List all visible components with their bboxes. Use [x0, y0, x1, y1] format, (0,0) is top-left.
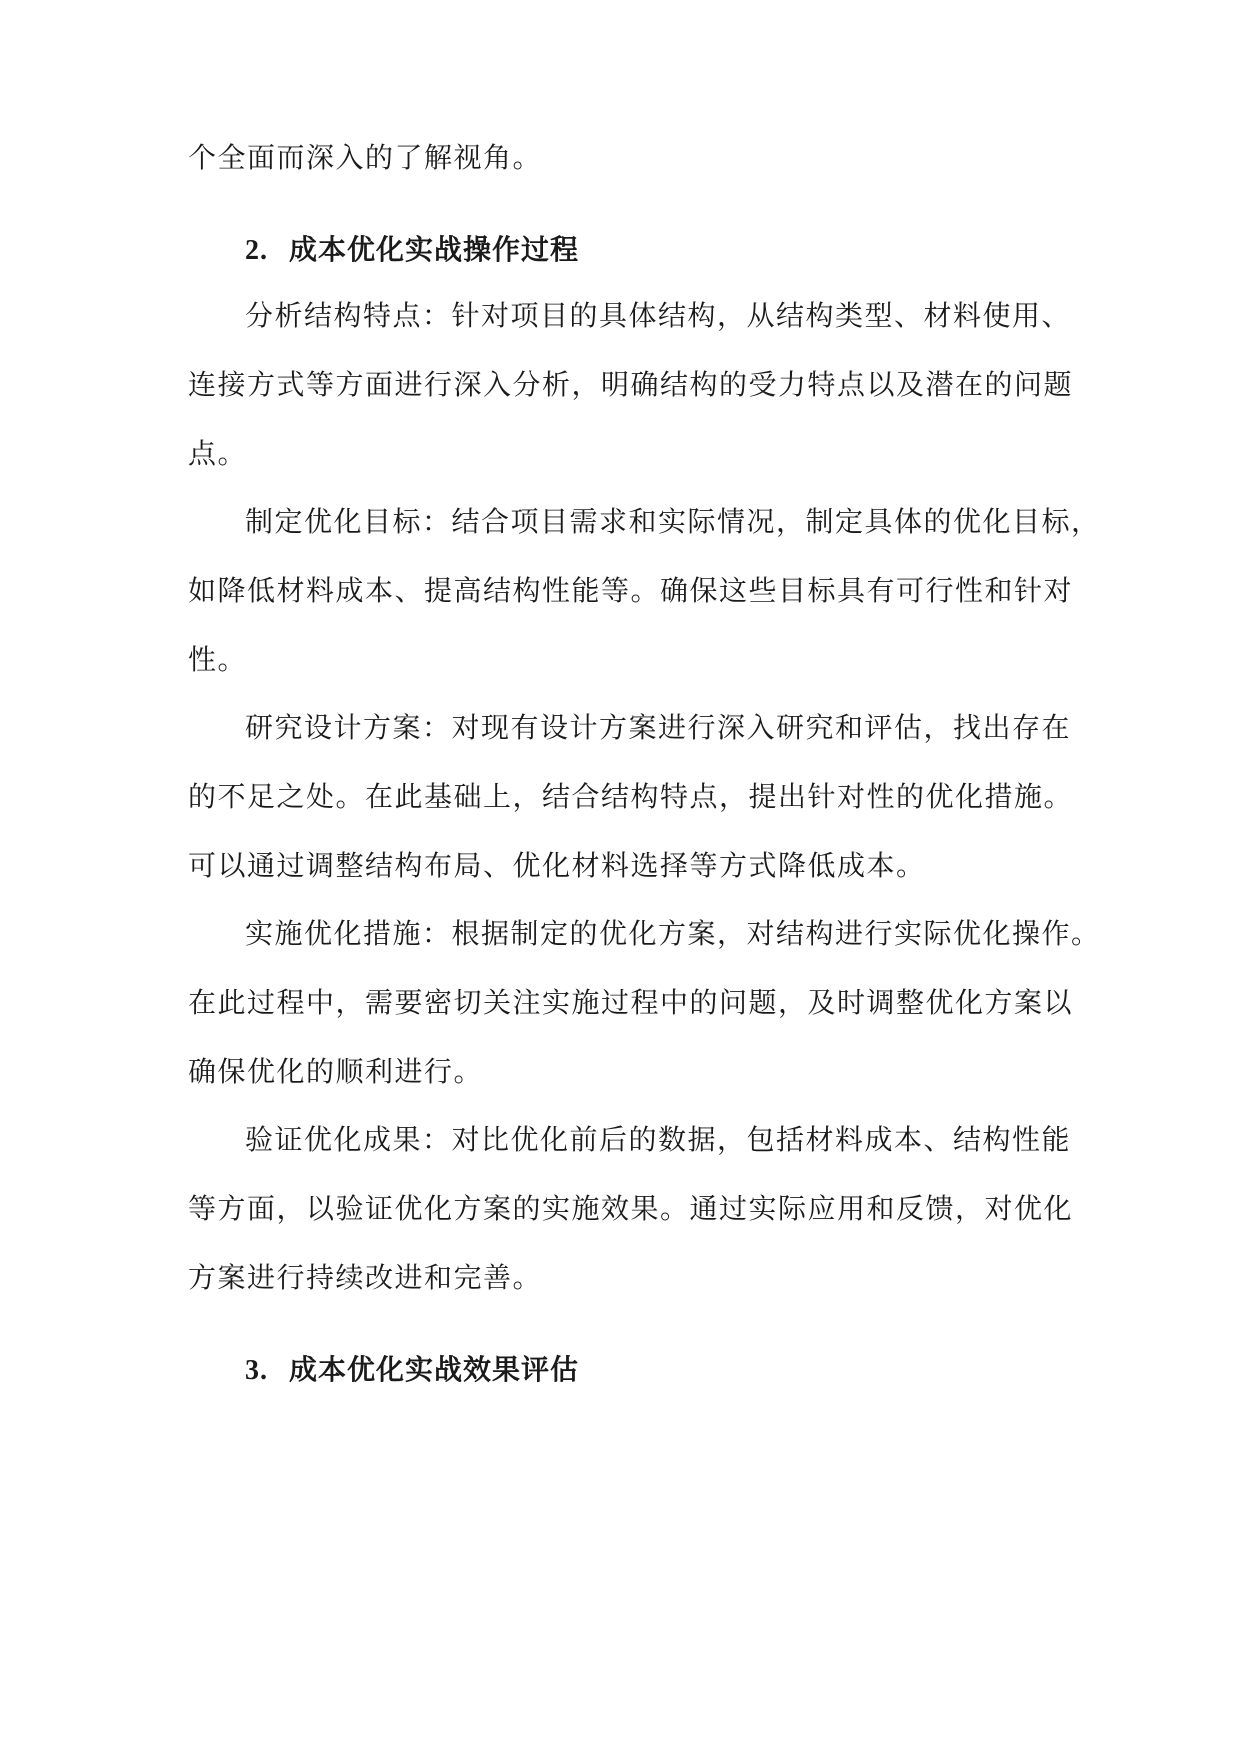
paragraph-line: 个全面而深入的了解视角。: [188, 141, 543, 174]
section-title: 成本优化实战操作过程: [289, 233, 580, 266]
paragraph-line: 确保优化的顺利进行。: [188, 1055, 484, 1088]
paragraph-line: 研究设计方案：对现有设计方案进行深入研究和评估，找出存在: [245, 711, 1072, 744]
paragraph-line: 验证优化成果：对比优化前后的数据，包括材料成本、结构性能: [245, 1123, 1072, 1156]
section-title: 成本优化实战效果评估: [289, 1353, 580, 1386]
paragraph-line: 实施优化措施：根据制定的优化方案，对结构进行实际优化操作。: [245, 917, 1101, 950]
paragraph-line: 等方面，以验证优化方案的实施效果。通过实际应用和反馈，对优化: [188, 1192, 1074, 1225]
section-number: 3.: [245, 1355, 268, 1386]
paragraph-line: 可以通过调整结构布局、优化材料选择等方式降低成本。: [188, 849, 926, 882]
paragraph-line: 性。: [188, 643, 248, 676]
paragraph-line: 在此过程中，需要密切关注实施过程中的问题，及时调整优化方案以: [188, 986, 1074, 1019]
paragraph-line: 点。: [188, 437, 248, 470]
paragraph-line: 连接方式等方面进行深入分析，明确结构的受力特点以及潜在的问题: [188, 368, 1074, 401]
paragraph-line: 制定优化目标：结合项目需求和实际情况，制定具体的优化目标，: [245, 505, 1101, 538]
section-heading-3: [245, 1350, 579, 1391]
section-number: 2.: [245, 235, 268, 266]
section-heading-2: [245, 230, 579, 271]
paragraph-line: 分析结构特点：针对项目的具体结构，从结构类型、材料使用、: [245, 299, 1072, 332]
paragraph-line: 方案进行持续改进和完善。: [188, 1261, 543, 1294]
paragraph-line: 的不足之处。在此基础上，结合结构特点，提出针对性的优化措施。: [188, 780, 1074, 813]
paragraph-line: 如降低材料成本、提高结构性能等。确保这些目标具有可行性和针对: [188, 574, 1074, 607]
